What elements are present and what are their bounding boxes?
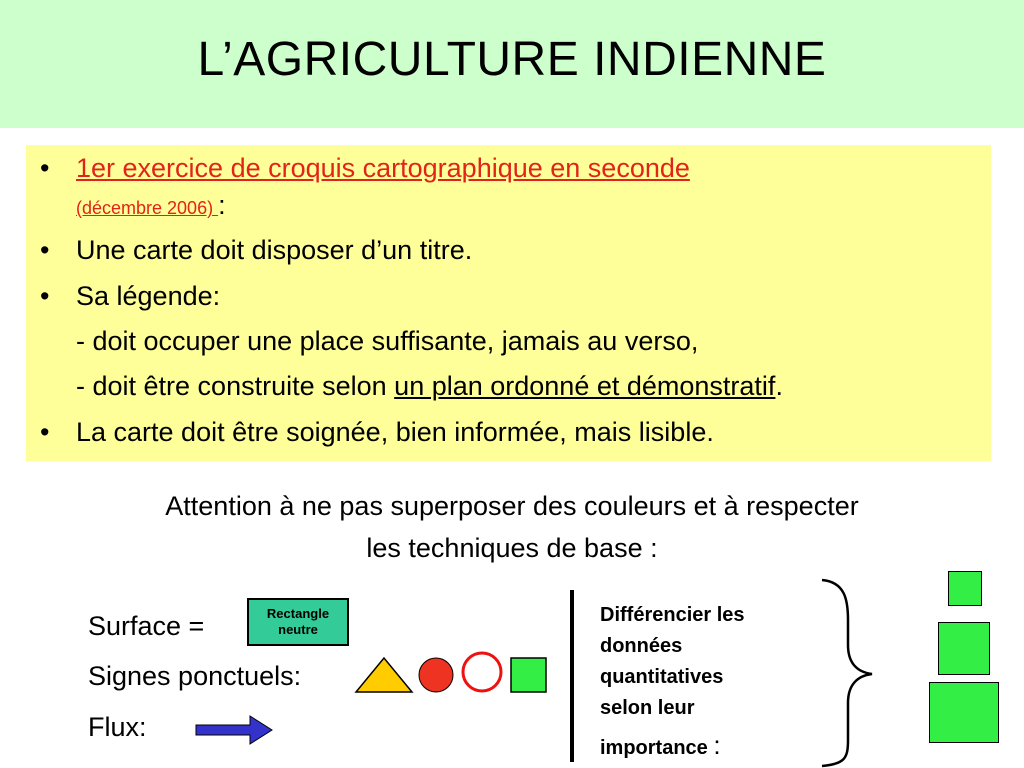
page-title: L’AGRICULTURE INDIENNE (197, 33, 827, 86)
surface-label: Surface = (88, 611, 205, 641)
quantitative-note (600, 600, 810, 764)
quantitative-note-line-4: selon leur (600, 697, 695, 719)
exercise-link[interactable]: 1er exercice de croquis cartographique en seconde (76, 153, 690, 183)
curly-brace-icon (822, 580, 872, 766)
attention-line-1: Attention à ne pas superposer des couleurs et à respecter (165, 491, 859, 521)
small-square-icon (948, 571, 982, 606)
legend-sub-plan-underlined: un plan ordonné et démonstratif (394, 371, 776, 401)
square-icon (511, 658, 546, 692)
bullet-legend: Sa légende: (76, 281, 221, 311)
bullet-care: La carte doit être soignée, bien informée, mais lisible. (76, 417, 714, 447)
quantitative-note-line-3: quantitatives (600, 666, 724, 688)
large-square-icon (929, 682, 999, 743)
quantitative-note-line-5 (600, 730, 810, 764)
exercise-date[interactable]: (décembre 2006) (76, 198, 219, 218)
exercise-colon: : (218, 190, 226, 220)
legend-sub-plan-pre: - doit être construite selon (76, 371, 395, 401)
flux-label: Flux: (88, 712, 147, 742)
bullet-marker: • (40, 281, 50, 311)
legend-sub-plan-post: . (775, 371, 783, 401)
quantitative-note-importance: importance (600, 737, 708, 759)
bullet-marker: • (40, 153, 50, 183)
neutral-rectangle-line-1: Rectangle (266, 606, 330, 621)
bullet-title-rule: Une carte doit disposer d’un titre. (76, 235, 473, 265)
quantitative-note-line-1: Différencier les (600, 604, 745, 626)
triangle-icon (356, 658, 412, 692)
bullet-marker: • (40, 235, 50, 265)
ring-icon (463, 653, 501, 691)
signes-label: Signes ponctuels: (88, 661, 302, 691)
medium-square-icon (938, 622, 990, 675)
attention-line-2: les techniques de base : (366, 533, 658, 563)
neutral-rectangle-line-2: neutre (278, 622, 318, 637)
quantitative-note-line-2: données (600, 635, 683, 657)
filled-circle-icon (419, 658, 453, 692)
quantitative-note-colon: : (713, 730, 721, 760)
legend-sub-place: - doit occuper une place suffisante, jamais au verso, (76, 326, 699, 356)
arrow-icon (196, 716, 272, 744)
bullet-marker: • (40, 417, 50, 447)
